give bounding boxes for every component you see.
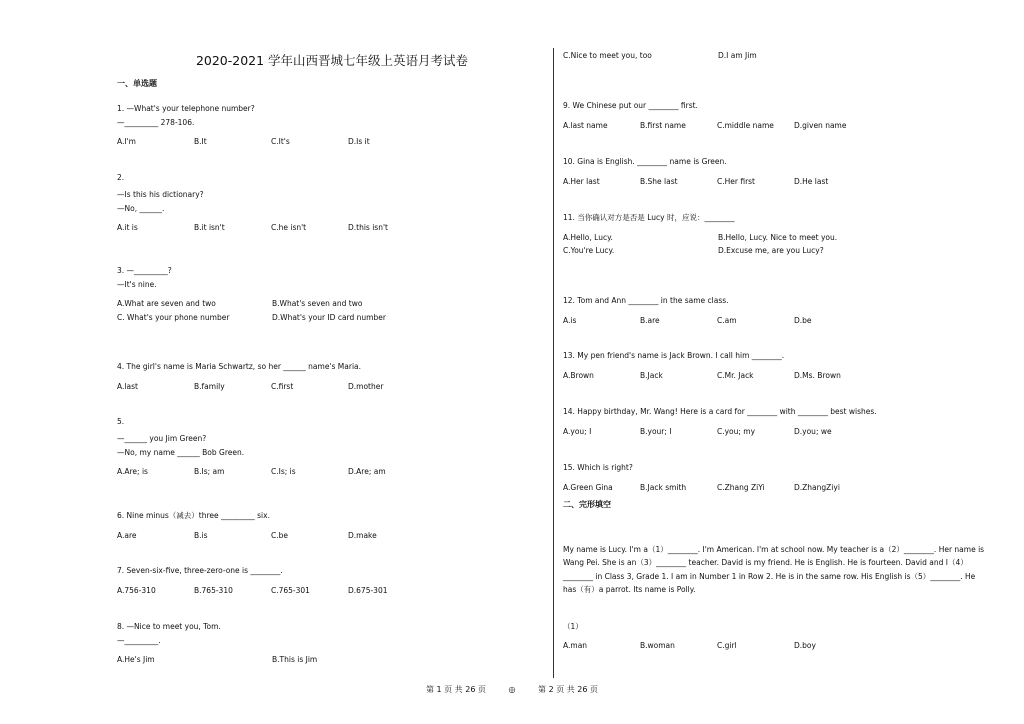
answer-option: B.Jack [640,370,663,380]
question-line: 15. Which is right? [563,463,633,472]
answer-option: C.Nice to meet you, too [563,51,652,60]
answer-option: A.it is [117,223,138,232]
question-line: —It's nine. [117,279,157,289]
answer-option: B.woman [640,641,675,650]
answer-option: A.Hello, Lucy. [563,232,613,242]
answer-option: D.this isn't [348,223,388,232]
question-line: 5. [117,417,125,426]
answer-option: D.be [794,315,812,325]
answer-option: A.Brown [563,370,594,380]
answer-option: A.Her last [563,176,600,186]
answer-option: D.mother [348,381,384,391]
footer-page-left: 第 1 页 共 26 页 [425,685,486,694]
answer-option: D.Excuse me, are you Lucy? [718,246,824,255]
cloze-paragraph: My name is Lucy. I'm a（1）________. I'm American. I'm at school now. My teacher is a（2）________. Her name is Wang Pei. She is an（3）________ teacher. David is my friend. He is English. He is fourteen. David and I（4）________ in Class 3, Grade 1. I am in Number 1 in Row 2. He is in the same row. His English is（5）________. He has（有）a parrot. Its name is Polly. [563,545,985,595]
answer-option: B.This is Jim [272,655,318,664]
answer-option: C.be [271,530,288,540]
answer-option: C. What's your phone number [117,312,230,322]
footer-page-right: 第 2 页 共 26 页 [538,685,599,694]
column-divider [553,48,554,678]
page-title: 2020-2021 学年山西晋城七年级上英语月考试卷 [195,53,469,68]
answer-option: A.is [563,315,577,325]
answer-option: B.family [194,381,225,391]
answer-option: B.it isn't [194,223,225,232]
answer-option: D.Is it [348,137,370,146]
question-line: 8. —Nice to meet you, Tom. [117,622,221,631]
question-line: 4. The girl's name is Maria Schwartz, so her ______ name's Maria. [117,362,362,371]
answer-option: D.Are; am [348,467,386,476]
question-line: 13. My pen friend's name is Jack Brown. I call him ________. [563,351,785,360]
question-line: —_________ 278-106. [117,117,195,127]
answer-option: C.am [717,315,737,325]
question-line: —No, my name ______ Bob Green. [117,447,245,457]
section-heading-cloze: 二、完形填空 [563,500,611,509]
answer-option: B.What's seven and two [272,299,363,308]
question-line: —No, ______. [117,203,165,213]
answer-option: D.Ms. Brown [794,370,841,380]
answer-option: B.Hello, Lucy. Nice to meet you. [718,232,838,242]
question-line: —_________. [117,635,161,645]
question-line: —______ you Jim Green? [117,434,207,443]
answer-option: A.What are seven and two [117,299,216,308]
question-line: 1. —What's your telephone number? [117,104,255,113]
page-footer [0,685,1024,695]
answer-option: C.765-301 [271,585,310,595]
answer-option: D.ZhangZiyi [794,482,840,492]
answer-option: C.Is; is [271,467,296,476]
answer-option: B.It [194,137,207,146]
answer-option: C.You're Lucy. [563,246,615,255]
answer-option: C.middle name [717,120,774,130]
answer-option: A.Are; is [117,467,148,476]
answer-option: D.What's your ID card number [272,312,386,322]
answer-option: C.Her first [717,176,755,186]
answer-option: B.Jack smith [640,482,687,492]
footer-separator: ◎ [508,685,516,694]
question-line: 7. Seven-six-five, three-zero-one is ________. [117,566,283,575]
cloze-question-label: （1） [563,622,583,631]
question-line: 11. 当你确认对方是否是 Lucy 时，应说：________ [563,213,735,222]
answer-option: B.She last [640,176,678,186]
answer-option: D.you; we [794,426,832,436]
answer-option: D.I am Jim [718,51,757,60]
answer-option: D.He last [794,176,829,186]
answer-option: C.first [271,381,294,391]
answer-option: B.are [640,315,660,325]
answer-option: B.is [194,530,208,540]
answer-option: A.He's Jim [117,655,155,664]
question-line: —Is this his dictionary? [117,190,204,199]
question-line: 14. Happy birthday, Mr. Wang! Here is a card for ________ with ________ best wishes. [563,407,877,416]
section-heading-single-choice: 一、单选题 [117,79,157,88]
question-line: 6. Nine minus（减去）three _________ six. [117,511,270,520]
answer-option: B.first name [640,120,686,130]
answer-option: D.given name [794,120,847,130]
question-line: 3. —_________? [117,266,172,275]
question-line: 9. We Chinese put our ________ first. [563,101,698,110]
question-line: 12. Tom and Ann ________ in the same class. [563,296,729,305]
answer-option: A.Green Gina [563,482,613,492]
answer-option: D.675-301 [348,585,388,595]
question-line: 10. Gina is English. ________ name is Green. [563,157,727,166]
answer-option: A.man [563,641,588,650]
answer-option: A.756-310 [117,585,156,595]
answer-option: C.you; my [717,426,756,436]
answer-option: A.you; I [563,426,592,436]
answer-option: A.last name [563,120,608,130]
answer-option: C.girl [717,641,737,650]
answer-option: A.I'm [117,137,136,146]
answer-option: C.Mr. Jack [717,370,754,380]
answer-option: B.Is; am [194,467,225,476]
answer-option: A.are [117,530,137,540]
answer-option: B.765-310 [194,585,233,595]
answer-option: C.It's [271,137,290,146]
question-line: 2. [117,173,125,182]
answer-option: B.your; I [640,426,672,436]
answer-option: C.Zhang ZiYi [717,482,765,492]
answer-option: C.he isn't [271,223,307,232]
answer-option: D.boy [794,641,816,650]
answer-option: D.make [348,530,377,540]
answer-option: A.last [117,381,138,391]
